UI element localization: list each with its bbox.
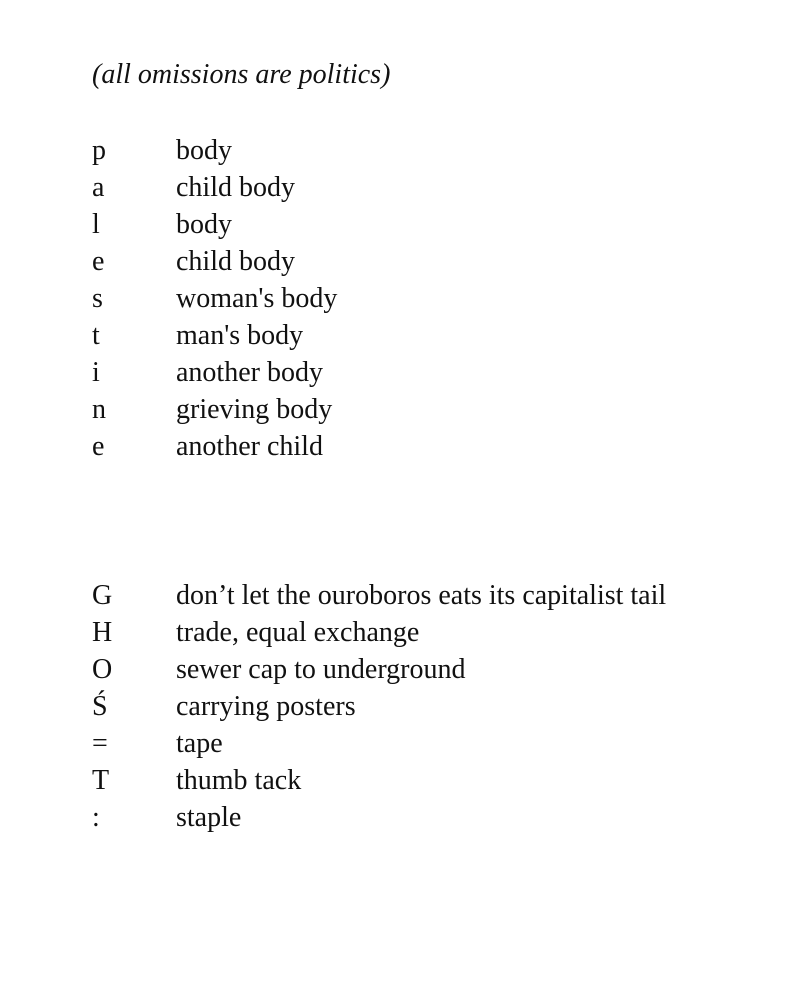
poem-row	[92, 243, 337, 280]
acrostic-letter: e	[92, 431, 105, 462]
acrostic-letter: s	[92, 283, 103, 314]
poem-row	[92, 651, 666, 688]
stanza-ghost	[92, 577, 666, 836]
poem-line: another body	[176, 357, 323, 388]
stanza-palestine	[92, 132, 337, 465]
poem-line: carrying posters	[176, 691, 356, 722]
poem-line: trade, equal exchange	[176, 617, 420, 648]
acrostic-letter: =	[92, 728, 108, 759]
poem-row	[92, 317, 337, 354]
poem-line: tape	[176, 728, 223, 759]
poem-row	[92, 280, 337, 317]
poem-row	[92, 391, 337, 428]
poem-row	[92, 428, 337, 465]
poem-row	[92, 206, 337, 243]
acrostic-letter: n	[92, 394, 106, 425]
poem-line: staple	[176, 802, 242, 833]
acrostic-letter: Ś	[92, 691, 108, 722]
poem-line: body	[176, 209, 232, 240]
poem-line: child body	[176, 246, 295, 277]
acrostic-letter: i	[92, 357, 100, 388]
poem-line: body	[176, 135, 232, 166]
poem-row	[92, 169, 337, 206]
acrostic-letter: e	[92, 246, 105, 277]
poem-row	[92, 799, 666, 836]
acrostic-letter: T	[92, 765, 110, 796]
poem-row	[92, 688, 666, 725]
acrostic-letter: G	[92, 580, 113, 611]
poem-row	[92, 762, 666, 799]
poem-line: another child	[176, 431, 323, 462]
acrostic-letter: :	[92, 802, 100, 833]
poem-title: (all omissions are politics)	[92, 59, 391, 90]
poem-row	[92, 132, 337, 169]
poem-row	[92, 577, 666, 614]
poem-line: man's body	[176, 320, 304, 351]
acrostic-letter: p	[92, 135, 106, 166]
acrostic-letter: O	[92, 654, 113, 685]
poem-line: sewer cap to underground	[176, 654, 466, 685]
poem-row	[92, 614, 666, 651]
acrostic-letter: l	[92, 209, 100, 240]
acrostic-letter: t	[92, 320, 100, 351]
poem-line: woman's body	[176, 283, 338, 314]
acrostic-letter: a	[92, 172, 105, 203]
poem-row	[92, 725, 666, 762]
poem-line: don’t let the ouroboros eats its capitalist tail	[176, 580, 667, 611]
acrostic-letter: H	[92, 617, 113, 648]
poem-line: child body	[176, 172, 295, 203]
poem-row	[92, 354, 337, 391]
poem-line: thumb tack	[176, 765, 302, 796]
poem-line: grieving body	[176, 394, 333, 425]
